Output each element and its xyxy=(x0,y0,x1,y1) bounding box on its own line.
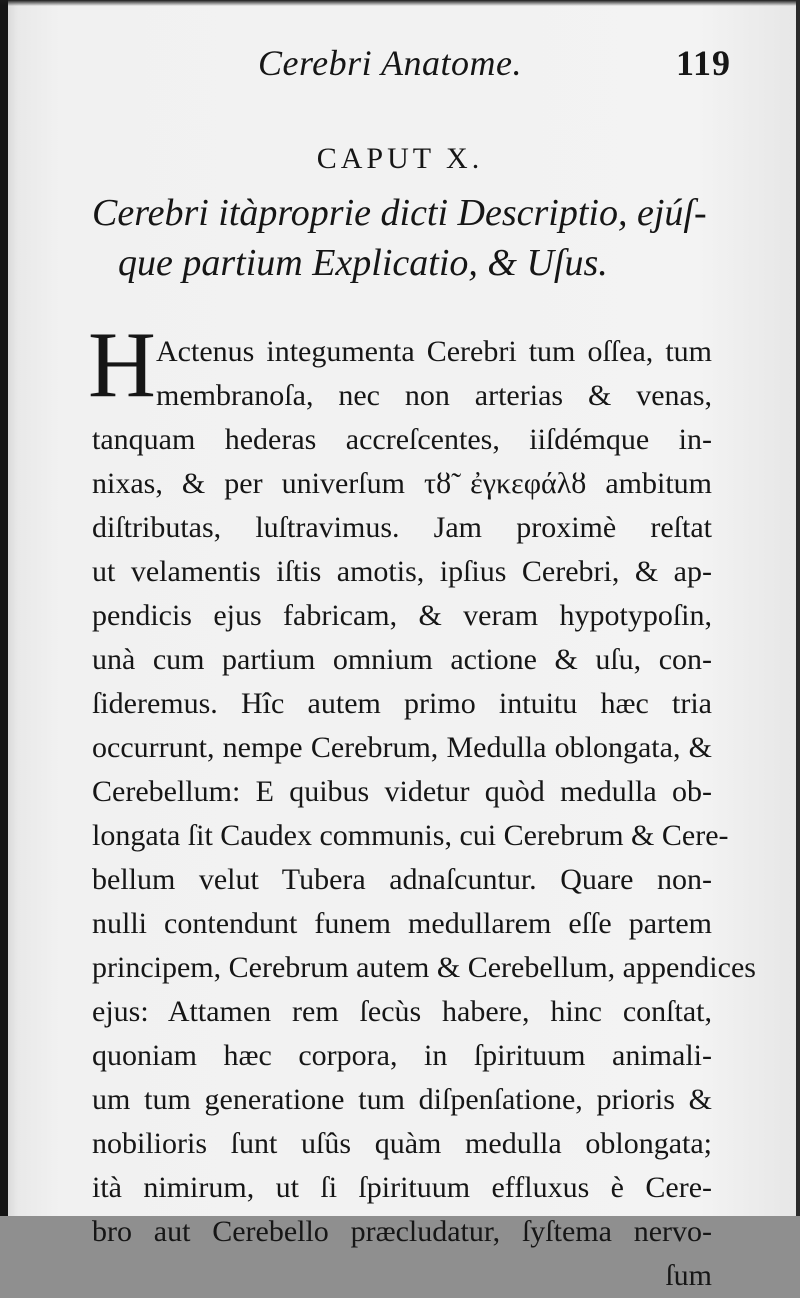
text-line: nulli contendunt funem medullarem eſſe partem xyxy=(92,907,712,940)
running-title: Cerebri Anatome. xyxy=(258,43,522,83)
text-line: bro aut Cerebello præcludatur, ſyſtema nervo- xyxy=(92,1215,712,1248)
text-line: principem, Cerebrum autem & Cerebellum, appendices xyxy=(92,951,756,984)
text-line: tanquam hederas accreſcentes, iiſdémque in- xyxy=(92,423,712,456)
text-line: nixas, & per univerſum τȣ̃ ἐγκεφάλȣ ambitum xyxy=(92,467,712,500)
text-line: bellum velut Tubera adnaſcuntur. Quare non- xyxy=(92,863,712,896)
chapter-title-line: que partium Explicatio, & Uſus. xyxy=(118,242,608,284)
text-line: quoniam hæc corpora, in ſpirituum animali- xyxy=(92,1039,712,1072)
text-line: longata ſit Caudex communis, cui Cerebrum & Cere- xyxy=(92,819,729,852)
text-line: Cerebellum: E quibus videtur quòd medulla ob- xyxy=(92,775,712,808)
text-line: ut velamentis iſtis amotis, ipſius Cerebri, & ap- xyxy=(92,555,712,588)
page-edge-shadow-top xyxy=(0,0,800,6)
chapter-title xyxy=(92,188,732,288)
page-edge-shadow-right xyxy=(796,0,800,1216)
text-line: occurrunt, nempe Cerebrum, Medulla oblongata, & xyxy=(92,731,712,764)
text-line: unà cum partium omnium actione & uſu, con- xyxy=(92,643,712,676)
drop-cap: H xyxy=(88,313,156,417)
text-line: um tum generatione tum diſpenſatione, prioris & xyxy=(92,1083,712,1116)
text-line: Actenus integumenta Cerebri tum oſſea, tum xyxy=(156,335,712,368)
text-line: pendicis ejus fabricam, & veram hypotypoſin, xyxy=(92,599,712,632)
text-line: ità nimirum, ut ſi ſpirituum effluxus è Cere- xyxy=(92,1171,712,1204)
text-line: ſideremus. Hîc autem primo intuitu hæc tria xyxy=(92,687,712,720)
text-line: membranoſa, nec non arterias & venas, xyxy=(156,379,712,412)
body-text xyxy=(92,330,756,1298)
chapter-label: CAPUT X. xyxy=(316,142,484,175)
chapter-title-line: Cerebri itàproprie dicti Descriptio, ejúſ- xyxy=(92,192,707,234)
text-line: diſtributas, luſtravimus. Jam proximè reſtat xyxy=(92,511,712,544)
page-edge-shadow-left xyxy=(0,0,8,1216)
page-number: 119 xyxy=(676,43,732,83)
catchword: ſum xyxy=(665,1259,712,1292)
text-line: nobilioris ſunt uſûs quàm medulla oblongata; xyxy=(92,1127,712,1160)
text-line: ejus: Attamen rem ſecùs habere, hinc conſtat, xyxy=(92,995,712,1028)
